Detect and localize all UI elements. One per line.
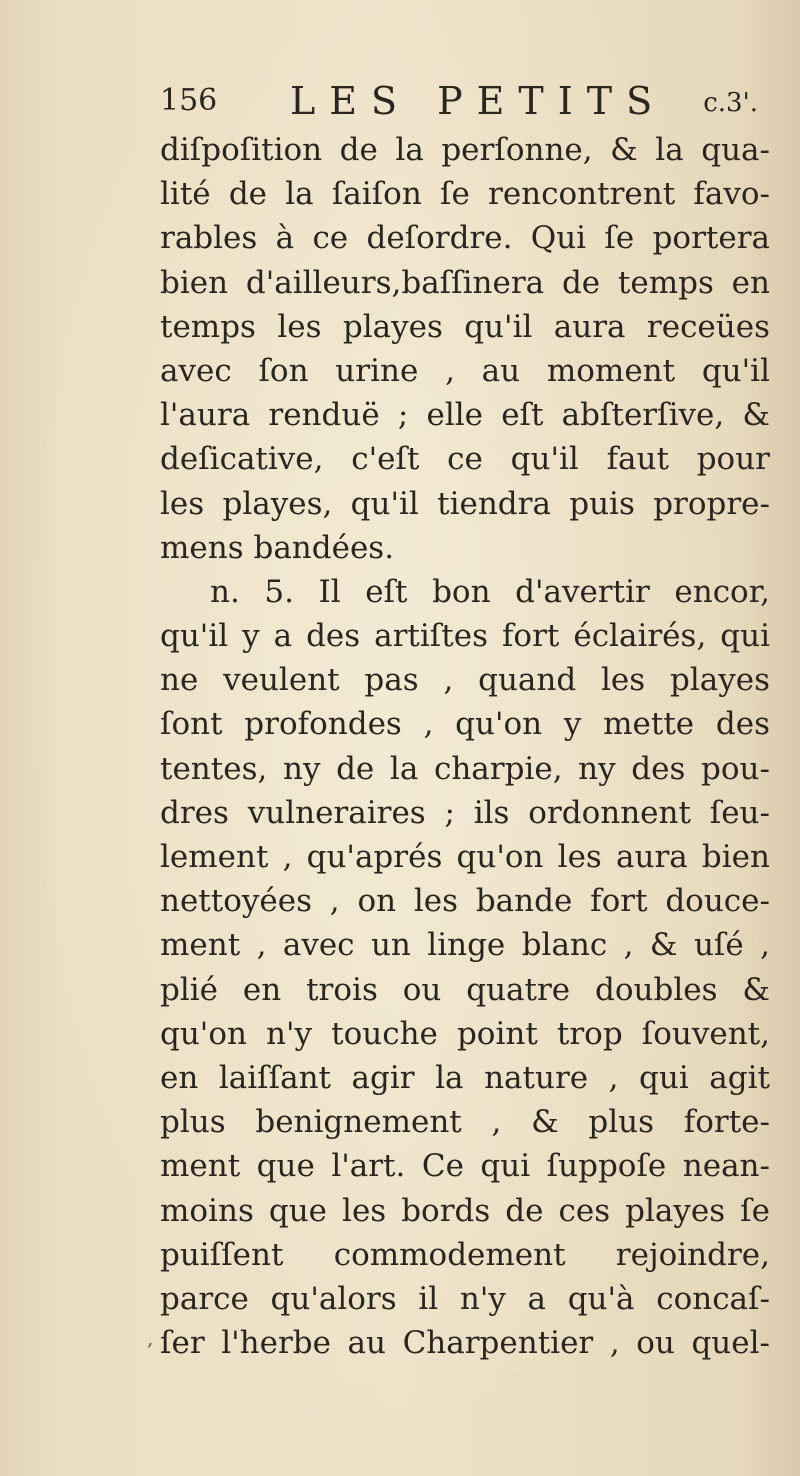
text-line: en laiſſant agir la nature , qui agit: [160, 1059, 770, 1096]
text-line: moins que les bords de ces playes ſe: [160, 1192, 770, 1229]
text-line: diſpoſition de la perſonne, & la qua-: [160, 132, 770, 168]
text-line: qu'il y a des artiſtes fort éclairés, qui: [160, 618, 770, 655]
text-line: puiſſent commodement rejoindre,: [160, 1236, 770, 1273]
paragraph-start-line: n. 5. Il eſt bon d'avertir encor,: [210, 573, 770, 610]
text-line: parce qu'alors il n'y a qu'à concaſ-: [160, 1280, 770, 1317]
text-line: rables à ce deſordre. Qui ſe portera: [160, 220, 770, 257]
text-line: nettoyées , on les bande fort douce-: [160, 883, 770, 920]
text-line: qu'on n'y touche point trop ſouvent,: [160, 1015, 770, 1052]
page-number: 156: [160, 83, 218, 118]
text-line: plus benignement , & plus forte-: [160, 1104, 770, 1141]
body-text: [160, 128, 770, 1365]
page-header: [160, 76, 770, 126]
text-line: bien d'ailleurs,baſſinera de temps en: [160, 264, 770, 301]
text-line: temps les playes qu'il aura receües: [160, 308, 770, 345]
text-line: tentes, ny de la charpie, ny des pou-: [160, 750, 770, 787]
running-title: LES PETITS: [290, 79, 667, 123]
chapter-marker: c.3'.: [703, 88, 758, 118]
text-line: ſont profondes , qu'on y mette des: [160, 706, 770, 743]
text-line: ment , avec un linge blanc , & uſé ,: [160, 927, 770, 964]
text-line: ne veulent pas , quand les playes: [160, 662, 770, 699]
text-line: l'aura renduë ; elle eſt abſterſive, &: [160, 397, 770, 434]
text-line: lité de la ſaiſon ſe rencontrent favo-: [160, 176, 770, 213]
text-line: ment que l'art. Ce qui ſuppoſe nean-: [160, 1148, 770, 1185]
text-line: mens bandées.: [160, 529, 395, 566]
text-line: plié en trois ou quatre doubles &: [160, 971, 770, 1008]
text-line: les playes, qu'il tiendra puis propre-: [160, 485, 770, 522]
text-line: dres vulneraires ; ils ordonnent ſeu-: [160, 794, 770, 831]
text-line: ſer l'herbe au Charpentier , ou quel-: [160, 1325, 770, 1362]
text-line: lement , qu'aprés qu'on les aura bien: [160, 839, 770, 875]
text-line: avec ſon urine , au moment qu'il: [160, 352, 770, 389]
margin-mark: ,: [147, 1326, 154, 1350]
text-line: deſicative, c'eſt ce qu'il faut pour: [160, 441, 770, 478]
